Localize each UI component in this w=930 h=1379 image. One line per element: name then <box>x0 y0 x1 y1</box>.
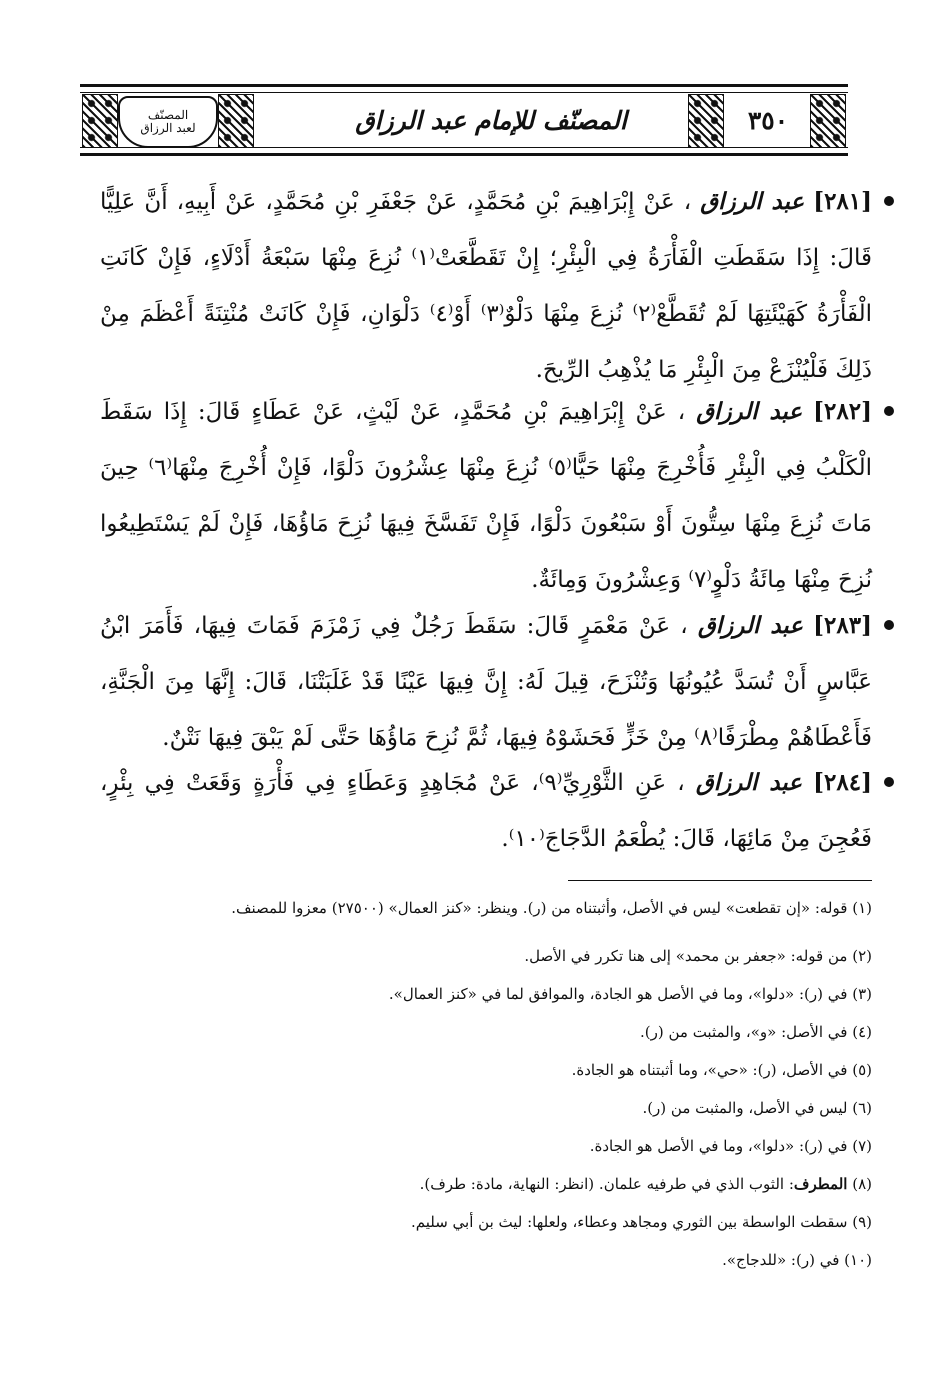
page-header <box>80 84 848 156</box>
page-number: ٣٥٠ <box>747 105 789 135</box>
footnote <box>88 1136 872 1157</box>
footnote-marker: (٨) <box>852 1175 872 1193</box>
footnote-text: سقطت الواسطة بين الثوري ومجاهد وعطاء، ولعلها: ليث بن أبي سليم. <box>410 1213 848 1231</box>
footnote <box>88 984 872 1005</box>
footnote-marker: (٣) <box>852 985 872 1003</box>
footnote-text: في (ر): «دلوا»، وما في الأصل هو الجادة. <box>589 1137 848 1155</box>
hadith-paragraph <box>100 174 872 398</box>
hadith-paragraph <box>100 384 872 608</box>
hadith-author: عبد الرزاق <box>700 188 805 215</box>
ornament-icon <box>810 94 846 148</box>
running-title: المصنّف للإمام عبد الرزاق <box>355 105 627 135</box>
book-emblem-logo <box>118 96 218 148</box>
hadith-paragraph <box>100 598 872 766</box>
footnote-text: ليس في الأصل، والمثبت من (ر). <box>642 1099 848 1117</box>
emblem-line-2: لعبد الرزاق <box>140 121 196 135</box>
footnote-marker: (٧) <box>852 1137 872 1155</box>
hadith-text: ، عَنْ مَعْمَرٍ قَالَ: سَقَطَ رَجُلٌ فِي زَمْزَمَ فَمَاتَ فِيهَا، فَأَمَرَ ابْنُ عَبَّاسٍ أَنْ تُسَدَّ عُيُونُهَا وَتُنْزَحَ، قِيلَ لَهُ: إِنَّ فِيهَا عَيْنًا قَدْ غَلَبَتْنَا، قَالَ: إِنَّهَا مِنَ الْجَنَّةِ، فَأَعْطَاهُمْ مِطْرَفًا⁽٨⁾ مِنْ خَزٍّ فَحَشَوْهُ فِيهَا، ثُمَّ نُزِحَ مَاؤُهَا حَتَّى لَمْ يَبْقَ فِيهَا نَتْنٌ. <box>100 613 872 751</box>
hadith-author: عبد الرزاق <box>695 769 802 796</box>
bullet-icon <box>884 620 894 630</box>
footnote-text: في الأصل: «و»، والمثبت من (ر). <box>640 1023 848 1041</box>
hadith-text: ، عَنِ الثَّوْرِيِّ⁽٩⁾، عَنْ مُجَاهِدٍ وَعَطَاءٍ فِي فَأْرَةٍ وَقَعَتْ فِي بِئْرٍ، فَعُجِنَ مِنْ مَائِهَا، قَالَ: يُطْعَمُ الدَّجَاجَ⁽١٠⁾. <box>100 770 872 852</box>
footnote <box>88 1212 872 1233</box>
hadith-number: [٢٨٣] <box>813 612 872 639</box>
bullet-icon <box>884 777 894 787</box>
ornament-icon <box>82 94 118 148</box>
hadith-number: [٢٨٢] <box>813 398 872 425</box>
footnote-text: : الثوب الذي في طرفيه علمان. (انظر: النهاية، مادة: طرف). <box>419 1175 794 1193</box>
footnote <box>88 898 872 919</box>
emblem-line-1: المصنّف <box>147 108 189 122</box>
footnote <box>88 946 872 967</box>
footnote-separator <box>568 880 872 881</box>
footnote-marker: (٢) <box>852 947 872 965</box>
footnote-marker: (٩) <box>852 1213 872 1231</box>
hadith-author: عبد الرزاق <box>697 612 803 639</box>
footnote-text: في الأصل، (ر): «حي»، وما أثبتناه هو الجادة. <box>571 1061 848 1079</box>
hadith-paragraph <box>100 755 872 867</box>
hadith-author: عبد الرزاق <box>696 398 803 425</box>
footnote <box>88 1022 872 1043</box>
bullet-icon <box>884 406 894 416</box>
hadith-text: ، عَنْ إِبْرَاهِيمَ بْنِ مُحَمَّدٍ، عَنْ جَعْفَرِ بْنِ مُحَمَّدٍ، عَنْ أَبِيهِ، أَنَّ عَلِيًّا قَالَ: إِذَا سَقَطَتِ الْفَأْرَةُ فِي الْبِئْرِ؛ إِنْ تَقَطَّعَتْ⁽١⁾ نُزِعَ مِنْهَا سَبْعَةُ أَدْلَاءٍ، فَإِنْ كَانَتِ الْفَأْرَةُ كَهَيْئَتِهَا لَمْ تُقَطَّعْ⁽٢⁾ نُزِعَ مِنْهَا دَلْوٌ⁽٣⁾ أَوْ⁽٤⁾ دَلْوَانِ، فَإِنْ كَانَتْ مُنْتِنَةً أَعْظَمَ مِنْ ذَلِكَ فَلْيُنْزَعْ مِنَ الْبِئْرِ مَا يُذْهِبُ الرِّيحَ. <box>100 189 872 383</box>
footnote-text: من قوله: «جعفر بن محمد» إلى هنا تكرر في الأصل. <box>524 947 848 965</box>
footnote-marker: (١٠) <box>844 1251 872 1269</box>
footnote <box>88 1098 872 1119</box>
footnote <box>88 1060 872 1081</box>
footnote-text: قوله: «إن تقطعت» ليس في الأصل، وأثبتناه من (ر). وينظر: «كنز العمال» (٢٧٥٠٠) معزوا للمصنف. <box>231 899 848 917</box>
hadith-number: [٢٨١] <box>813 188 873 215</box>
hadith-text: ، عَنْ إِبْرَاهِيمَ بْنِ مُحَمَّدٍ، عَنْ لَيْثٍ، عَنْ عَطَاءٍ قَالَ: إِذَا سَقَطَ الْكَلْبُ فِي الْبِئْرِ فَأُخْرِجَ مِنْهَا حَيًّا⁽٥⁾ نُزِعَ مِنْهَا عِشْرُونَ دَلْوًا، فَإِنْ أُخْرِجَ مِنْهَا⁽٦⁾ حِينَ مَاتَ نُزِعَ مِنْهَا سِتُّونَ أَوْ سَبْعُونَ دَلْوًا، فَإِنْ تَفَسَّخَ فِيهَا نُزِحَ مَاؤُهَا، فَإِنْ لَمْ يَسْتَطِيعُوا نُزِحَ مِنْهَا مِائَةُ دَلْوٍ⁽٧⁾ وَعِشْرُونَ وَمِائَةٌ. <box>100 399 872 593</box>
footnote-text: في (ر): «للدجاج». <box>722 1251 840 1269</box>
bullet-icon <box>884 196 894 206</box>
footnote-term: المطرف <box>793 1175 848 1193</box>
ornament-icon <box>218 94 254 148</box>
footnote <box>88 1250 872 1271</box>
hadith-number: [٢٨٤] <box>813 769 872 796</box>
footnote <box>88 1174 872 1195</box>
footnote-marker: (٤) <box>852 1023 872 1041</box>
footnote-marker: (٦) <box>852 1099 872 1117</box>
footnote-marker: (١) <box>852 899 872 917</box>
footnote-text: في (ر): «دلوا»، وما في الأصل هو الجادة، والموافق لما في «كنز العمال». <box>388 985 848 1003</box>
footnote-marker: (٥) <box>852 1061 872 1079</box>
